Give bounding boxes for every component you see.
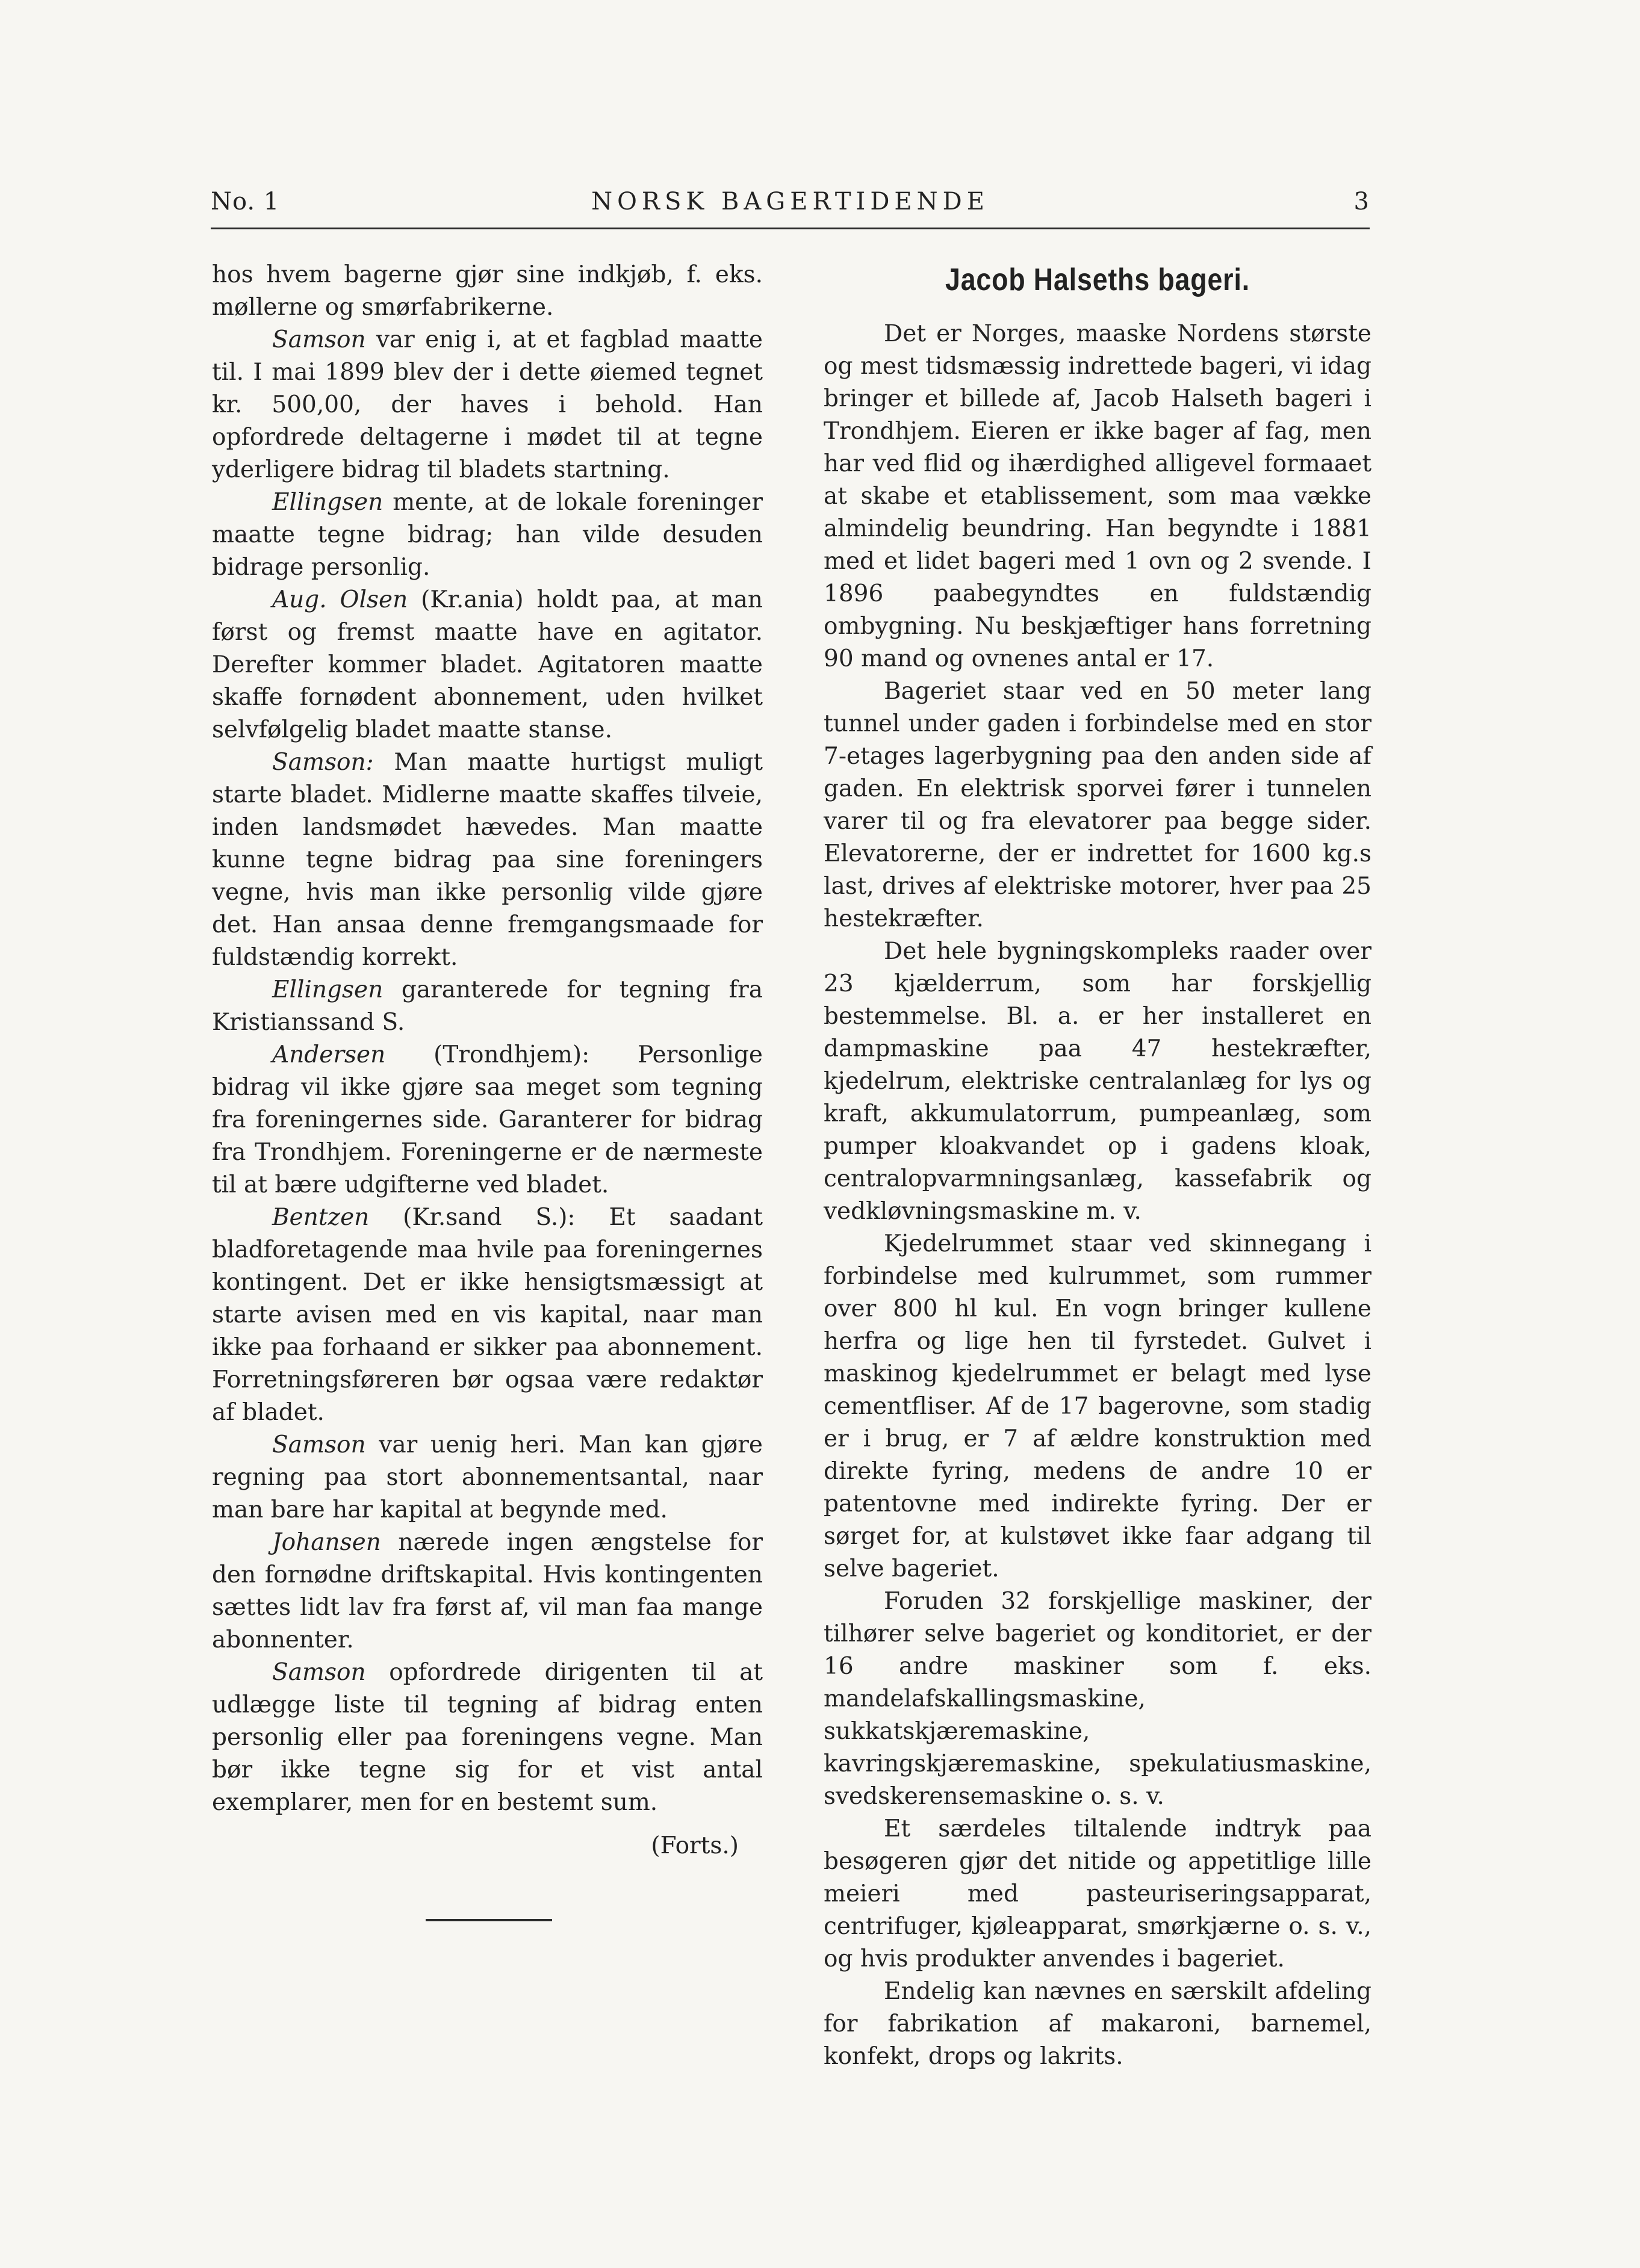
paragraph: Foruden 32 forskjellige maskiner, der tilhører selve bageriet og konditoriet, er der 16 andre maskiner som f. eks. mandelafskallingsmaskine, sukkatskjæremaskine, kavringskjæremaskine, spekulatiusmaskine, svedskerensemaskine o. s. v. <box>824 1588 1371 1810</box>
paragraph-text: var uenig heri. Man kan gjøre regning paa stort abonnementsantal, naar man bare har kapital at begynde med. <box>212 1431 763 1523</box>
left-column <box>212 259 763 1921</box>
continued-note: (Forts.) <box>651 1832 739 1859</box>
paragraph-text: mente, at de lokale foreninger maatte tegne bidrag; han vilde desuden bidrage personlig. <box>212 489 763 581</box>
speaker-name: Andersen <box>272 1041 386 1068</box>
paragraph-text: garanterede for tegning fra Kristianssand S. <box>212 976 763 1036</box>
paragraph: hos hvem bagerne gjør sine indkjøb, f. eks. møllerne og smørfabrikerne. <box>212 261 763 321</box>
paragraph <box>212 584 763 746</box>
page-number: 3 <box>1353 188 1370 215</box>
header-rule <box>211 228 1370 229</box>
paragraph: Bageriet staar ved en 50 meter lang tunnel under gaden i forbindelse med en stor 7-etages lagerbygning paa den anden side af gaden. En elektrisk sporvei fører i tunnelen varer til og fra elevatorer paa begge sider. Elevatorerne, der er indrettet for 1600 kg.s last, drives af elektriske motorer, hver paa 25 hestekræfter. <box>824 678 1371 932</box>
running-head <box>211 188 1370 218</box>
paragraph-text: (Trondhjem): Personlige bidrag vil ikke gjøre saa meget som tegning fra foreningernes side. Garanterer for bidrag fra Trondhjem. Foreningerne er de nærmeste til at bære udgifterne ved bladet. <box>212 1041 763 1198</box>
speaker-name: Aug. Olsen <box>272 586 408 613</box>
paragraph <box>212 486 763 584</box>
paragraph <box>212 1526 763 1656</box>
article-headline: Jacob Halseths bageri. <box>945 262 1250 297</box>
speaker-name: Samson <box>272 1659 366 1686</box>
speaker-name: Samson: <box>272 749 374 776</box>
right-column <box>824 259 1371 2073</box>
paragraph <box>212 746 763 974</box>
paragraph <box>212 1429 763 1526</box>
newspaper-title: NORSK BAGERTIDENDE <box>591 188 989 215</box>
paragraph: Det er Norges, maaske Nordens største og mest tidsmæssig indrettede bageri, vi idag bringer et billede af, Jacob Halseth bageri i Trondhjem. Eieren er ikke bager af fag, men har ved flid og ihærdighed alligevel formaaet at skabe et etablissement, som maa vække almindelig beundring. Han begyndte i 1881 med et lidet bageri med 1 ovn og 2 svende. I 1896 paabegyndtes en fuldstændig ombygning. Nu beskjæftiger hans forretning 90 mand og ovnenes antal er 17. <box>824 320 1371 672</box>
speaker-name: Samson <box>272 1431 366 1458</box>
speaker-name: Ellingsen <box>272 489 384 516</box>
speaker-name: Johansen <box>272 1529 381 1556</box>
paragraph <box>212 324 763 486</box>
paragraph-text: var enig i, at et fagblad maatte til. I mai 1899 blev der i dette øiemed tegnet kr. 500,00, der haves i behold. Han opfordrede deltagerne i mødet til at tegne yderligere bidrag til bladets startning. <box>212 326 763 483</box>
paragraph-text: (Kr.ania) holdt paa, at man først og fremst maatte have en agitator. Derefter kommer bladet. Agitatoren maatte skaffe fornødent abonnement, uden hvilket selvfølgelig bladet maatte stanse. <box>212 586 763 743</box>
speaker-name: Bentzen <box>272 1204 370 1231</box>
paragraph <box>212 1201 763 1429</box>
article-end-rule <box>426 1919 552 1921</box>
speaker-name: Samson <box>272 326 366 353</box>
paragraph <box>212 974 763 1039</box>
issue-number: No. 1 <box>211 188 280 215</box>
paragraph: Et særdeles tiltalende indtryk paa besøgeren gjør det nitide og appetitlige lille meieri med pasteuriseringsapparat, centrifuger, kjøleapparat, smørkjærne o. s. v., og hvis produkter anvendes i bageriet. <box>824 1815 1371 1972</box>
paragraph: Endelig kan nævnes en særskilt afdeling for fabrikation af makaroni, barnemel, konfekt, drops og lakrits. <box>824 1978 1371 2070</box>
paragraph <box>212 1039 763 1201</box>
paragraph: Det hele bygningskompleks raader over 23 kjælderrum, som har forskjellig bestemmelse. Bl. a. er her installeret en dampmaskine paa 47 hestekræfter, kjedelrum, elektriske centralanlæg for lys og kraft, akkumulatorrum, pumpeanlæg, som pumper kloakvandet op i gadens kloak, centralopvarmningsanlæg, kassefabrik og vedkløvningsmaskine m. v. <box>824 938 1371 1225</box>
paragraph-text: (Kr.sand S.): Et saadant bladforetagende maa hvile paa foreningernes kontingent. Det er ikke hensigtsmæssigt at starte avisen med en vis kapital, naar man ikke paa forhaand er sikker paa abonnement. Forretningsføreren bør ogsaa være redaktør af bladet. <box>212 1204 763 1426</box>
paragraph <box>212 1656 763 1819</box>
paragraph-text: opfordrede dirigenten til at udlægge liste til tegning af bidrag enten personlig eller paa foreningens vegne. Man bør ikke tegne sig for et vist antal exemplarer, men for en bestemt sum. <box>212 1659 763 1816</box>
paragraph: Kjedelrummet staar ved skinnegang i forbindelse med kulrummet, som rummer over 800 hl kul. En vogn bringer kullene herfra og lige hen til fyrstedet. Gulvet i maskinog kjedelrummet er belagt med lyse cementfliser. Af de 17 bagerovne, som stadig er i brug, er 7 af ældre konstruktion med direkte fyring, medens de andre 10 er patentovne med indirekte fyring. Der er sørget for, at kulstøvet ikke faar adgang til selve bageriet. <box>824 1230 1371 1582</box>
paragraph-text: Man maatte hurtigst muligt starte bladet. Midlerne maatte skaffes tilveie, inden landsmødet hævedes. Man maatte kunne tegne bidrag paa sine foreningers vegne, hvis man ikke personlig vilde gjøre det. Han ansaa denne fremgangsmaade for fuldstændig korrekt. <box>212 749 763 971</box>
paragraph-text: nærede ingen ængstelse for den fornødne driftskapital. Hvis kontingenten sættes lidt lav fra først af, vil man faa mange abonnenter. <box>212 1529 763 1653</box>
speaker-name: Ellingsen <box>272 976 384 1003</box>
